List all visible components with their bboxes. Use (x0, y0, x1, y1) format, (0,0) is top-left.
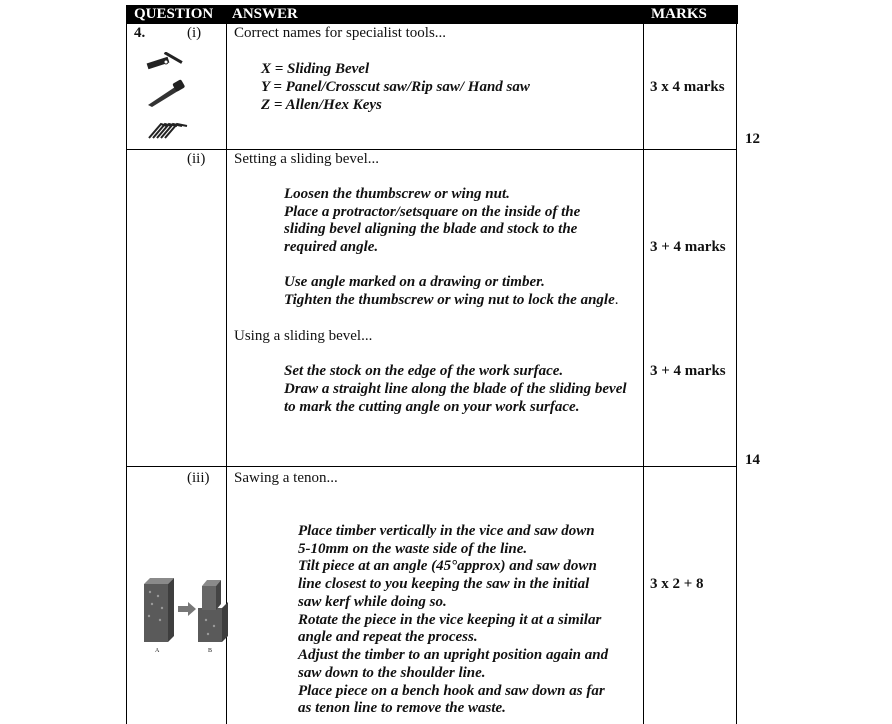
answer-line: Place piece on a bench hook and saw down as far (298, 683, 605, 699)
answer-line: Use angle marked on a drawing or timber. (284, 274, 545, 290)
answer-intro: Using a sliding bevel... (234, 328, 373, 344)
answer-line: sliding bevel aligning the blade and stock to the (284, 221, 578, 237)
marks-value: 3 + 4 marks (650, 239, 726, 255)
answer-line-text: Tighten the thumbscrew or wing nut to lock the angle (284, 292, 615, 308)
total-marks: 12 (745, 131, 760, 147)
answer-intro: Sawing a tenon... (234, 470, 338, 486)
answer-line: Draw a straight line along the blade of the sliding bevel (284, 381, 627, 397)
answer-z: Z = Allen/Hex Keys (261, 97, 382, 113)
answer-line: Set the stock on the edge of the work surface. (284, 363, 564, 379)
answer-intro: Correct names for specialist tools... (234, 25, 447, 41)
marks-value: 3 + 4 marks (650, 363, 726, 379)
row-divider-2 (126, 466, 737, 467)
answer-line: as tenon line to remove the waste. (298, 700, 506, 716)
sliding-bevel-icon (145, 52, 187, 74)
column-divider-answer (643, 24, 644, 724)
answer-line: Place a protractor/setsquare on the inside of the (284, 204, 581, 220)
part-label: (ii) (187, 151, 206, 167)
table-border-left (126, 24, 127, 724)
total-marks: 14 (745, 452, 760, 468)
answer-y: Y = Panel/Crosscut saw/Rip saw/ Hand saw (261, 79, 530, 95)
marks-value: 3 x 2 + 8 (650, 576, 704, 592)
figure-label-b: B (208, 648, 213, 654)
answer-line (284, 292, 619, 310)
question-number: 4. (134, 25, 146, 41)
tenon-figure (138, 574, 230, 656)
answer-line: Tilt piece at an angle (45°approx) and saw down (298, 558, 597, 574)
answer-line: Loosen the thumbscrew or wing nut. (284, 186, 510, 202)
row-divider-1 (126, 149, 737, 150)
answer-line: Place timber vertically in the vice and saw down (298, 523, 595, 539)
table-border-right (736, 24, 737, 724)
arrow-right-icon (178, 602, 196, 616)
answer-line: required angle. (284, 239, 379, 255)
header-question: QUESTION (134, 6, 214, 22)
header-marks: MARKS (651, 6, 707, 22)
hand-saw-icon (145, 78, 187, 108)
answer-line: angle and repeat the process. (298, 629, 478, 645)
tenon-block-icon (198, 580, 228, 642)
answer-line-period: . (614, 292, 619, 308)
figure-label-a: A (155, 648, 160, 654)
table-header (126, 5, 738, 24)
header-answer: ANSWER (232, 6, 298, 22)
answer-line: saw down to the shoulder line. (298, 665, 486, 681)
answer-line: Adjust the timber to an upright position again and (298, 647, 609, 663)
answer-line: to mark the cutting angle on your work surface. (284, 399, 580, 415)
tenon-block-icon (144, 578, 174, 642)
answer-line: line closest to you keeping the saw in the initial (298, 576, 590, 592)
answer-line: Rotate the piece in the vice keeping it at a similar (298, 612, 602, 628)
answer-x: X = Sliding Bevel (261, 61, 370, 77)
part-label: (iii) (187, 470, 210, 486)
marks-value: 3 x 4 marks (650, 79, 725, 95)
answer-line: saw kerf while doing so. (298, 594, 447, 610)
answer-line: 5-10mm on the waste side of the line. (298, 541, 528, 557)
allen-keys-icon (145, 116, 189, 142)
part-label: (i) (187, 25, 202, 41)
answer-intro: Setting a sliding bevel... (234, 151, 379, 167)
